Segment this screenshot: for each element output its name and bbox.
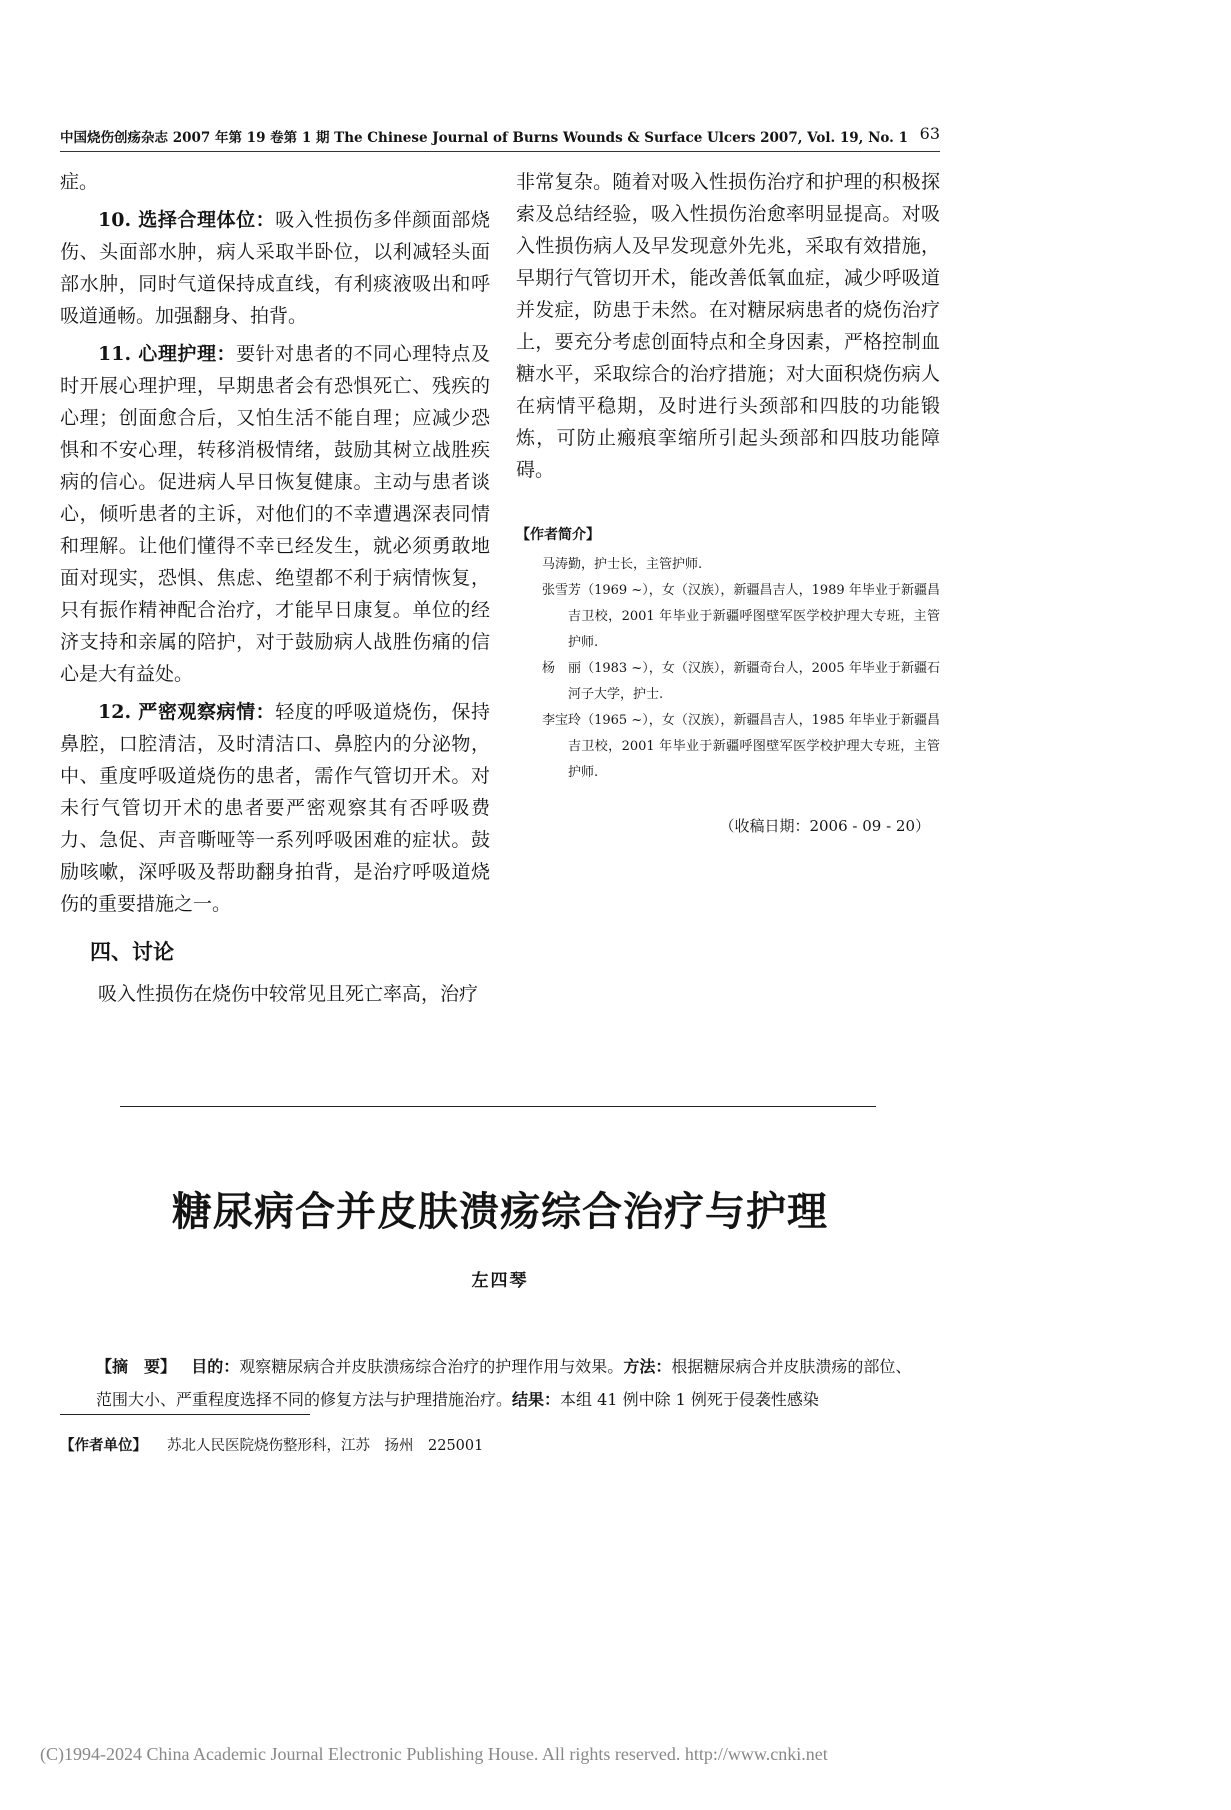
running-header — [60, 122, 940, 148]
abstract-label: 【摘 要】 — [96, 1357, 177, 1376]
right-column — [516, 166, 940, 842]
item-heading: 12. 严密观察病情： — [98, 701, 276, 723]
copyright-notice: (C)1994-2024 China Academic Journal Electronic Publishing House. All rights reserved. http://www.cnki.net — [40, 1744, 828, 1764]
abstract-key: 目的： — [191, 1357, 240, 1376]
article-author: 左四琴 — [471, 1271, 529, 1291]
list-item — [60, 696, 490, 920]
journal-citation: 中国烧伤创疡杂志 2007 年第 19 卷第 1 期 The Chinese Journal of Burns Wounds & Surface Ulcers 2007, Vol. 19, No. 1 — [60, 130, 908, 146]
item-text: 轻度的呼吸道烧伤，保持鼻腔，口腔清洁，及时清洁口、鼻腔内的分泌物，中、重度呼吸道烧伤的患者，需作气管切开术。对未行气管切开术的患者要严密观察其有否呼吸费力、急促、声音嘶哑等一系列呼吸困难的症状。鼓励咳嗽，深呼吸及帮助翻身拍背，是治疗呼吸道烧伤的重要措施之一。 — [60, 701, 490, 915]
header-rule — [60, 151, 940, 152]
list-item — [60, 204, 490, 332]
abstract-key: 结果： — [512, 1390, 561, 1409]
item-heading: 10. 选择合理体位： — [98, 209, 276, 231]
bio-entry: 李宝玲（1965 ~），女（汉族），新疆昌吉人，1985 年毕业于新疆昌吉卫校，2001 年毕业于新疆呼图壁军医学校护理大专班，主管护师. — [542, 713, 940, 780]
page-number: 63 — [919, 124, 940, 143]
bio-entry: 杨 丽（1983 ~），女（汉族），新疆奇台人，2005 年毕业于新疆石河子大学，护士. — [542, 661, 940, 702]
affiliation-text: 苏北人民医院烧伤整形科，江苏 扬州 225001 — [167, 1438, 484, 1454]
bio-title: 【作者简介】 — [516, 527, 600, 543]
author-bio — [516, 522, 940, 786]
bio-entry: 马涛勤，护士长，主管护师. — [542, 557, 703, 572]
abstract — [96, 1350, 916, 1416]
section-heading: 四、讨论 — [90, 940, 174, 964]
received-date: （收稿日期：2006 - 09 - 20） — [719, 817, 930, 835]
footnote-rule — [60, 1414, 310, 1415]
item-heading: 11. 心理护理： — [98, 343, 237, 365]
item-text: 吸入性损伤多伴颜面部烧伤、头面部水肿，病人采取半卧位，以利减轻头面部水肿，同时气道保持成直线，有利痰液吸出和呼吸道通畅。加强翻身、拍背。 — [60, 209, 490, 327]
affiliation — [60, 1434, 483, 1455]
article-title: 糖尿病合并皮肤溃疡综合治疗与护理 — [172, 1189, 828, 1235]
abstract-text: 本组 41 例中除 1 例死于侵袭性感染 — [560, 1390, 819, 1409]
abstract-key: 方法： — [623, 1357, 672, 1376]
discussion-continuation: 非常复杂。随着对吸入性损伤治疗和护理的积极探索及总结经验，吸入性损伤治愈率明显提高。对吸入性损伤病人及早发现意外先兆，采取有效措施，早期行气管切开术，能改善低氧血症，减少呼吸道并发症，防患于未然。在对糖尿病患者的烧伤治疗上，要充分考虑创面特点和全身因素，严格控制血糖水平，采取综合的治疗措施；对大面积烧伤病人在病情平稳期，及时进行头颈部和四肢的功能锻炼，可防止瘢痕挛缩所引起头颈部和四肢功能障碍。 — [516, 171, 940, 481]
affiliation-label: 【作者单位】 — [60, 1437, 147, 1454]
abstract-text: 根据糖尿病合并皮肤溃疡的部位、范围大小、严重程度选择不同的修复方法与护理措施治疗。 — [96, 1357, 912, 1409]
article-separator — [120, 1106, 876, 1107]
left-column — [60, 166, 490, 1010]
abstract-text: 观察糖尿病合并皮肤溃疡综合治疗的护理作用与效果。 — [239, 1357, 624, 1376]
discussion-text: 吸入性损伤在烧伤中较常见且死亡率高，治疗 — [98, 983, 479, 1005]
list-item — [60, 338, 490, 690]
bio-entry: 张雪芳（1969 ~），女（汉族），新疆昌吉人，1989 年毕业于新疆昌吉卫校，2001 年毕业于新疆呼图壁军医学校护理大专班，主管护师. — [542, 583, 940, 650]
item-text: 要针对患者的不同心理特点及时开展心理护理，早期患者会有恐惧死亡、残疾的心理；创面愈合后，又怕生活不能自理；应减少恐惧和不安心理，转移消极情绪，鼓励其树立战胜疾病的信心。促进病人早日恢复健康。主动与患者谈心，倾听患者的主诉，对他们的不幸遭遇深表同情和理解。让他们懂得不幸已经发生，就必须勇敢地面对现实，恐惧、焦虑、绝望都不利于病情恢复，只有振作精神配合治疗，才能早日康复。单位的经济支持和亲属的陪护，对于鼓励病人战胜伤痛的信心是大有益处。 — [60, 343, 490, 685]
continuation-text: 症。 — [60, 171, 99, 193]
